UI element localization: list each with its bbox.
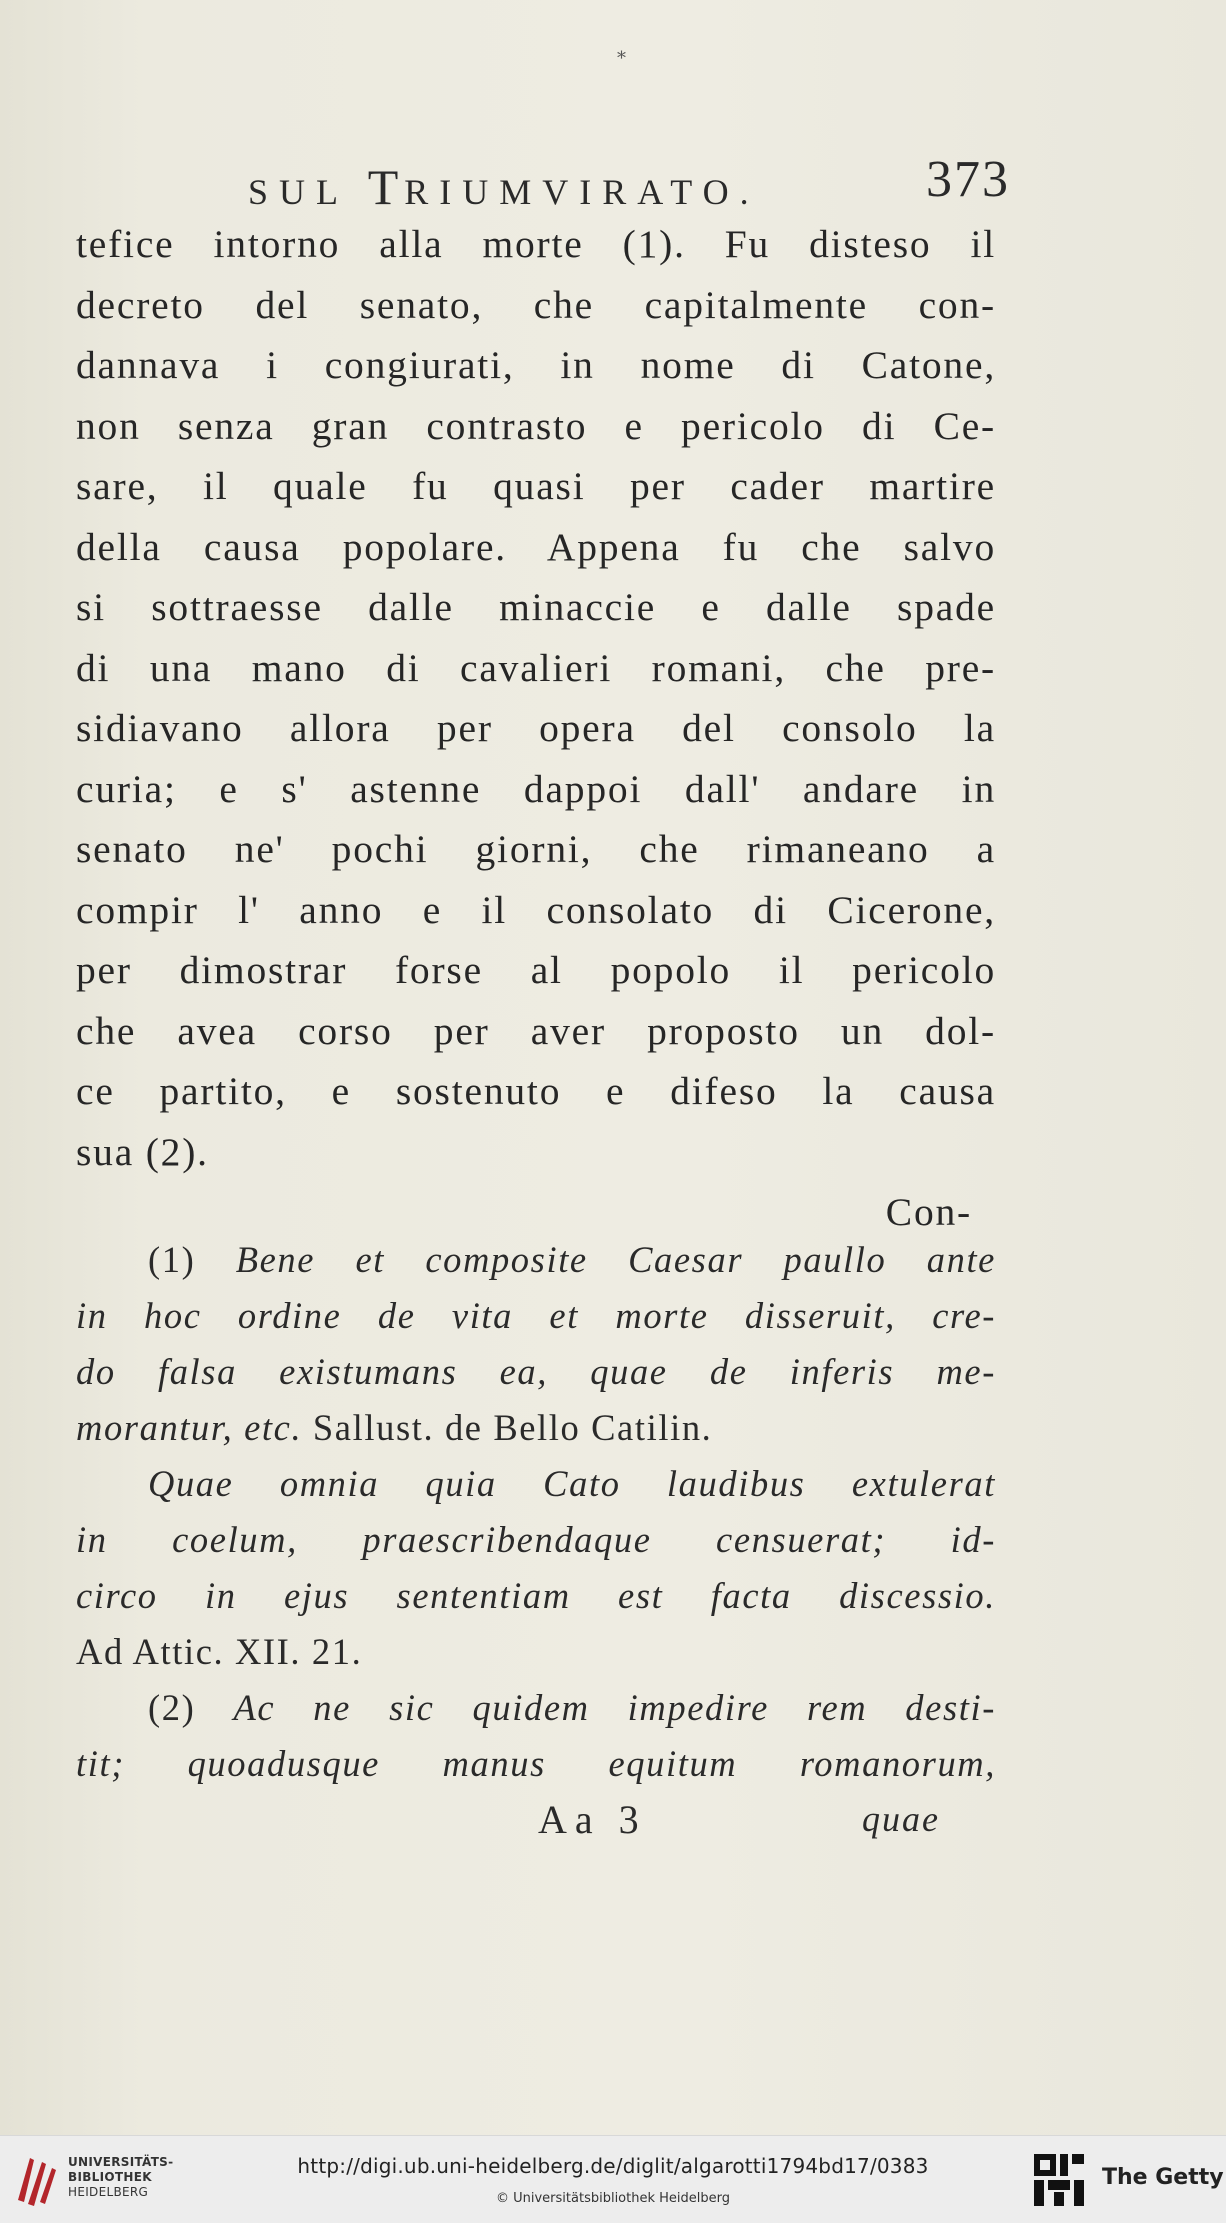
library-logo-text: UNIVERSITÄTS- BIBLIOTHEK HEIDELBERG (68, 2155, 174, 2199)
footnote-1-line: do falsa existumans ea, quae de inferis me- (76, 1351, 996, 1392)
body-line: non senza gran contrasto e pericolo di Ce- (76, 403, 996, 448)
body-line: tefice intorno alla morte (1). Fu disteso il (76, 222, 996, 266)
body-line: decreto del senato, che capitalmente con- (76, 282, 996, 327)
printer-mark: * (617, 48, 626, 69)
quote-line: in coelum, praescribendaque censuerat; id- (76, 1519, 996, 1560)
body-line: compir l' anno e il consolato di Cicerone, (76, 887, 996, 932)
quote-citation: Ad Attic. XII. 21. (76, 1631, 363, 1672)
body-line: della causa popolare. Appena fu che salvo (76, 524, 996, 569)
page-foot (76, 1796, 996, 1856)
body-line: sua (2). (76, 1129, 209, 1174)
body-line: curia; e s' astenne dappoi dall' andare in (76, 766, 996, 811)
body-line: di una mano di cavalieri romani, che pre- (76, 645, 996, 690)
getty-logo-icon[interactable] (1032, 2152, 1086, 2208)
footnotes (76, 1232, 996, 1792)
footnote-2-line: tit; quoadusque manus equitum romanorum, (76, 1743, 996, 1784)
running-head (70, 150, 1010, 215)
catchword-notes: quae (862, 1799, 940, 1839)
signature-mark: Aa 3 (538, 1797, 647, 1842)
catchword: Con- (885, 1190, 972, 1234)
body-line: che avea corso per aver proposto un dol- (76, 1008, 996, 1053)
footnote-1-line: morantur, etc. Sallust. de Bello Catilin. (76, 1407, 713, 1448)
running-head-title: SUL TRIUMVIRATO. (248, 159, 760, 215)
body-line: per dimostrar forse al popolo il pericolo (76, 948, 996, 992)
body-line: si sottraesse dalle minaccie e dalle spade (76, 585, 996, 629)
viewer-footer (0, 2135, 1226, 2223)
body-line: sare, il quale fu quasi per cader martire (76, 464, 996, 508)
permalink-url[interactable]: http://digi.ub.uni-heidelberg.de/diglit/algarotti1794bd17/0383 (297, 2154, 929, 2178)
body-text (76, 214, 996, 1243)
quote-line: circo in ejus sententiam est facta discessio. (76, 1575, 996, 1616)
footnote-1-line: in hoc ordine de vita et morte disseruit, cre- (76, 1295, 996, 1336)
body-line: sidiavano allora per opera del consolo la (76, 706, 996, 750)
quote-line: Quae omnia quia Cato laudibus extulerat (148, 1463, 996, 1504)
footnote-2-line: (2) Ac ne sic quidem impedire rem desti- (148, 1687, 997, 1728)
copyright-notice: © Universitätsbibliothek Heidelberg (495, 2191, 730, 2206)
page-number: 373 (926, 151, 1010, 208)
footnote-1-line: (1) Bene et composite Caesar paullo ante (148, 1239, 996, 1280)
body-line: senato ne' pochi giorni, che rimaneano a (76, 827, 996, 871)
getty-name: The Getty (1102, 2165, 1224, 2190)
body-line: dannava i congiurati, in nome di Catone, (76, 343, 996, 387)
body-line: ce partito, e sostenuto e difeso la causa (76, 1069, 996, 1113)
